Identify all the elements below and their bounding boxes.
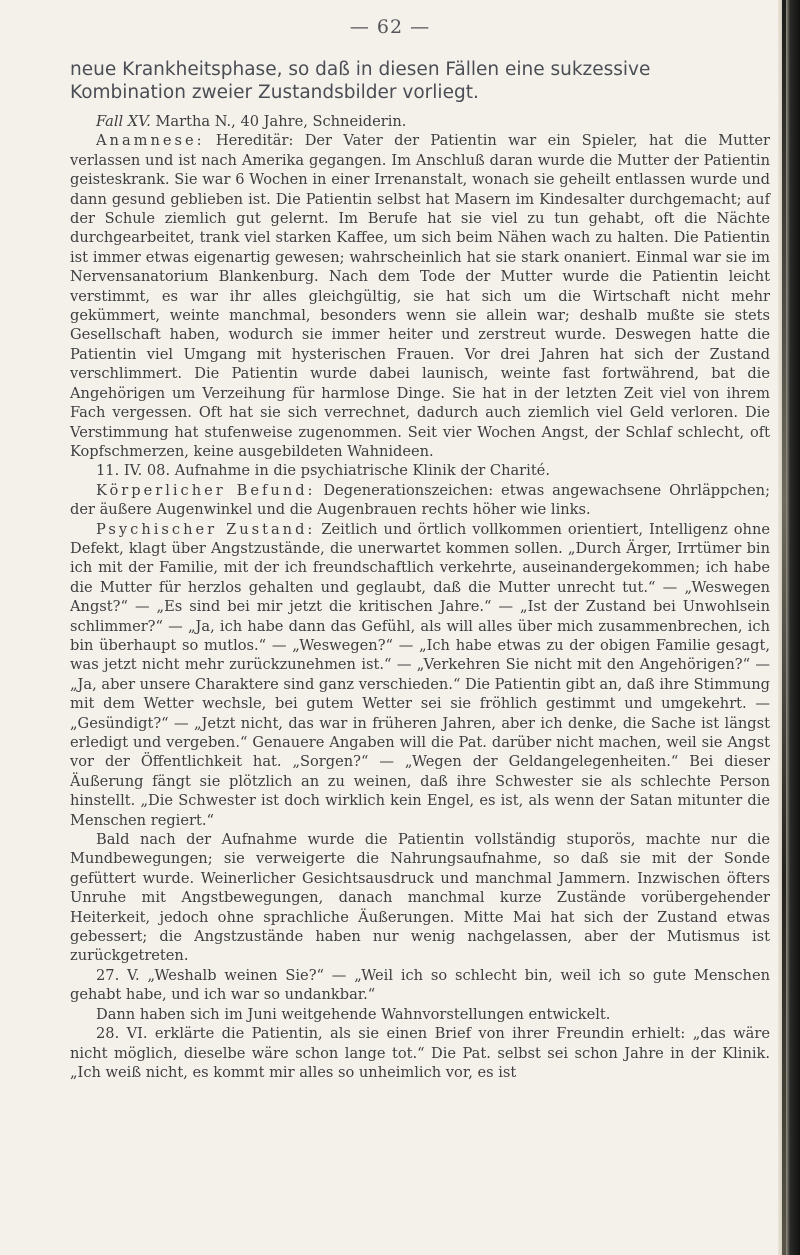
psych-paragraph [70,520,770,831]
entry-28-vi: 28. VI. erklärte die Patientin, als sie einen Brief von ihrer Freundin erhielt: „das wäre nicht möglich, dieselbe wäre schon lange tot.“ Die Pat. selbst sei schon Jahre in der Klinik. „Ich weiß nicht, es kommt mir alles so unheimlich vor, es ist [70,1025,770,1081]
psych-text: Zeitlich und örtlich vollkommen orientiert, Intelligenz ohne Defekt, klagt über Angstzustände, die unerwartet kommen sollen. „Durch Ärger, Irrtümer bin ich mit der Familie, mit der ich freundschaftlich verkehrte, auseinandergekommen; ich habe die Mutter für herzlos gehalten und geglaubt, daß die Mutter unrecht tut.“ — „Weswegen Angst?“ — „Es sind bei mir jetzt die kritischen Jahre.“ — „Ist der Zustand bei Unwohlsein schlimmer?“ — „Ja, ich habe dann das Gefühl, als will alles über mich zusammenbrechen, ich bin überhaupt so mutlos.“ — „Weswegen?“ — „Ich habe etwas zu der obigen Familie gesagt, was jetzt nicht mehr zurückzunehmen ist.“ — „Verkehren Sie nicht mit den Angehörigen?“ — „Ja, aber unsere Charaktere sind ganz verschieden.“ Die Patientin gibt an, daß ihre Stimmung mit dem Wetter wechsle, bei gutem Wetter sei sie fröhlich gestimmt und umgekehrt. — „Gesündigt?“ — „Jetzt nicht, das war in früheren Jahren, aber ich denke, die Sache ist längst erledigt und vergeben.“ Genauere Angaben will die Pat. darüber nicht machen, weil sie Angst vor der Öffentlichkeit hat. „Sorgen?“ — „Wegen der Geldangelegenheiten.“ Bei dieser Äußerung fängt sie plötzlich an zu weinen, daß ihre Schwester sie als schlechte Person hinstellt. „Die Schwester ist doch wirklich kein Engel, es ist, als wenn der Satan mitunter die Menschen regiert.“ [70,520,771,829]
anamnese-label: Anamnese: [96,132,205,150]
psych-label: Psychischer Zustand: [96,520,316,538]
stupor-paragraph: Bald nach der Aufnahme wurde die Patientin vollständig stuporös, machte nur die Mundbewegungen; sie verweigerte die Nahrungsaufnahme, so daß sie mit der Sonde gefüttert wurde. Weinerlicher Gesichtsausdruck und manchmal Jammern. Inzwischen öfters Unruhe mit Angstbewegungen, danach manchmal kurze Zustände vorübergehender Heiterkeit, jedoch ohne sprachliche Äußerungen. Mitte Mai hat sich der Zustand etwas gebessert; die Angstzustände haben nur wenig nachgelassen, aber der Mutismus ist zurückgetreten. [70,831,770,965]
case-title [70,112,770,131]
page-body [70,58,770,1082]
page-number: — 62 — [349,16,431,38]
entry-27-v: 27. V. „Weshalb weinen Sie?“ — „Weil ich so schlecht bin, weil ich so gute Menschen gehabt habe, und ich war so undankbar.“ [70,966,770,1004]
juni-paragraph: Dann haben sich im Juni weitgehende Wahnvorstellungen entwickelt. [96,1005,611,1023]
koerper-label: Körperlicher Befund: [96,481,316,499]
case-number: Fall XV. [96,113,151,130]
case-patient: Martha N., 40 Jahre, Schneiderin. [150,113,407,130]
koerper-text: Degenerationszeichen: etwas angewachsene Ohrläppchen; der äußere Augenwinkel und die Augenbrauen rechts höher wie links. [70,481,770,519]
koerper-paragraph [70,481,770,520]
admission-line: 11. IV. 08. Aufnahme in die psychiatrische Klinik der Charité. [96,462,550,480]
intro-line: neue Krankheitsphase, so daß in diesen Fällen eine sukzessive Kombination zweier Zustandsbilder vorliegt. [70,59,651,103]
anamnese-paragraph [70,131,770,461]
anamnese-text: Hereditär: Der Vater der Patientin war ein Spieler, hat die Mutter verlassen und ist nach Amerika gegangen. Im Anschluß daran wurde die Mutter der Patientin geisteskrank. Sie war 6 Wochen in einer Irrenanstalt, wonach sie geheilt entlassen wurde und dann gesund geblieben ist. Die Patientin selbst hat Masern im Kindesalter durchgemacht; auf der Schule ziemlich gut gelernt. Im Berufe hat sie viel zu tun gehabt, oft die Nächte durchgearbeitet, trank viel starken Kaffee, um sich beim Nähen wach zu halten. Die Patientin ist immer etwas eigenartig gewesen; wahrscheinlich hat sie stark onaniert. Einmal war sie im Nervensanatorium Blankenburg. Nach dem Tode der Mutter wurde die Patientin leicht verstimmt, es war ihr alles gleichgültig, sie hat sich um die Wirtschaft nicht mehr gekümmert, weinte manchmal, besonders wenn sie allein war; deshalb mußte sie stets Gesellschaft haben, wodurch sie immer heiter und zerstreut wurde. Deswegen hatte die Patientin viel Umgang mit hysterischen Frauen. Vor drei Jahren hat sich der Zustand verschlimmert. Die Patientin wurde dabei launisch, weinte fast fortwährend, bat die Angehörigen um Verzeihung für harmlose Dinge. Sie hat in der letzten Zeit viel von ihrem Fach vergessen. Oft hat sie sich verrechnet, dadurch auch ziemlich viel Geld verloren. Die Verstimmung hat stufenweise zugenommen. Seit vier Wochen Angst, der Schlaf schlecht, oft Kopfschmerzen, keine ausgebildeten Wahnideen. [70,132,770,460]
book-spine [782,0,786,1255]
